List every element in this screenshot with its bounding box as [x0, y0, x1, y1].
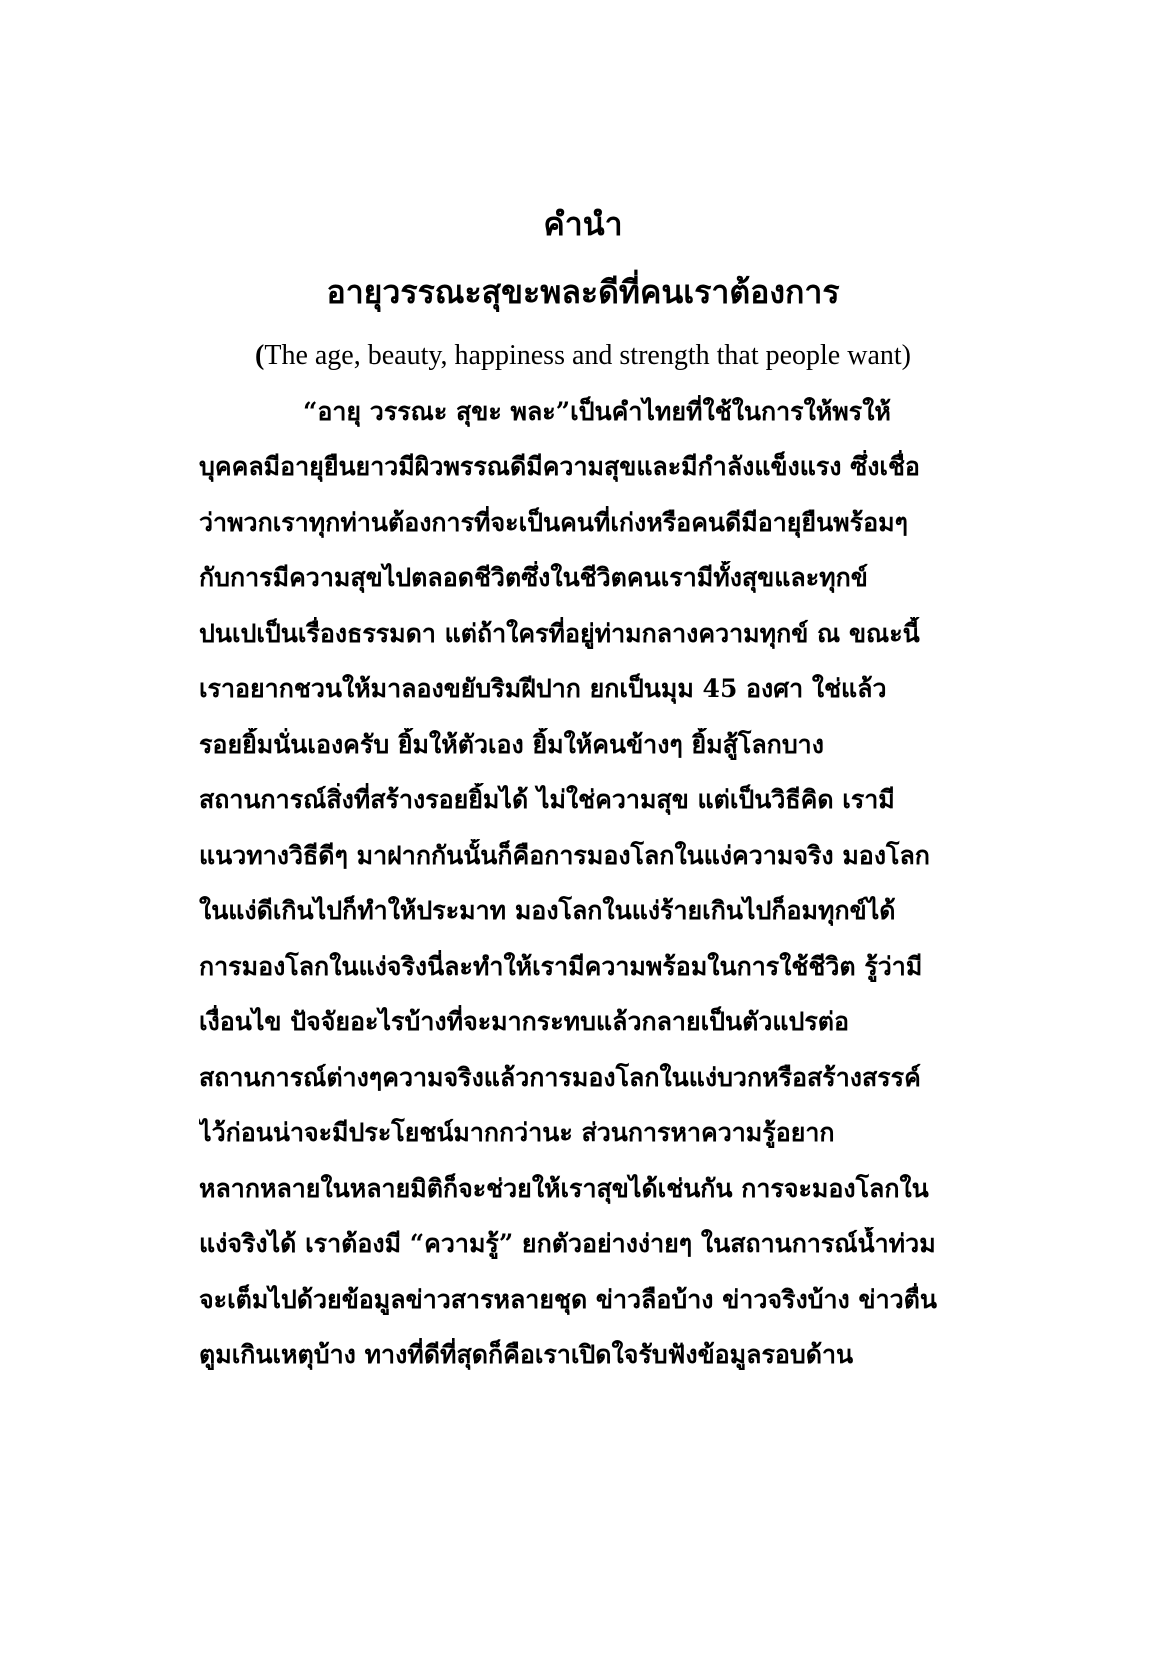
page-title: อายุวรรณะสุขะพละดีที่คนเราต้องการ [326, 273, 840, 311]
paragraph-line-4: กับการมีความสุขไปตลอดชีวิตซึ่งในชีวิตคนเรามีทั้งสุขและทุกข์ [199, 563, 868, 592]
paragraph-line-5: ปนเปเป็นเรื่องธรรมดา แต่ถ้าใครที่อยู่ท่ามกลางความทุกข์ ณ ขณะนี้ [199, 619, 920, 648]
paragraph-line-15: หลากหลายในหลายมิติก็จะช่วยให้เราสุขได้เช่นกัน การจะมองโลกใน [199, 1174, 929, 1203]
paragraph-line-3: ว่าพวกเราทุกท่านต้องการที่จะเป็นคนที่เก่งหรือคนดีมีอายุยืนพร้อมๆ [199, 508, 908, 537]
paragraph-line-18: ตูมเกินเหตุบ้าง ทางที่ดีที่สุดก็คือเราเปิดใจรับฟังข้อมูลรอบด้าน [199, 1340, 854, 1369]
paragraph-line-12: เงื่อนไข ปัจจัยอะไรบ้างที่จะมากระทบแล้วกลายเป็นตัวแปรต่อ [199, 1007, 850, 1036]
paragraph-line-1: “อายุ วรรณะ สุขะ พละ”เป็นคำไทยที่ใช้ในการให้พรให้ [303, 397, 891, 426]
paragraph-line-6: เราอยากชวนให้มาลองขยับริมฝีปาก ยกเป็นมุม 45 องศา ใช่แล้ว [199, 674, 887, 703]
subtitle-text: The age, beauty, happiness and strength that people want) [264, 340, 911, 371]
paragraph-line-17: จะเต็มไปด้วยข้อมูลข่าวสารหลายชุด ข่าวลือบ้าง ข่าวจริงบ้าง ข่าวตื่น [199, 1285, 937, 1314]
paragraph-line-7: รอยยิ้มนั่นเองครับ ยิ้มให้ตัวเอง ยิ้มให้คนข้างๆ ยิ้มสู้โลกบาง [199, 730, 824, 759]
paragraph-line-13: สถานการณ์ต่างๆความจริงแล้วการมองโลกในแง่บวกหรือสร้างสรรค์ [199, 1063, 921, 1092]
preface-heading: คำนำ [543, 205, 623, 243]
paragraph-line-8: สถานการณ์สิ่งที่สร้างรอยยิ้มได้ ไม่ใช่ความสุข แต่เป็นวิธีคิด เรามี [199, 785, 895, 814]
paragraph-line-14: ไว้ก่อนน่าจะมีประโยชน์มากกว่านะ ส่วนการหาความรู้อยาก [199, 1118, 835, 1147]
paragraph-line-11: การมองโลกในแง่จริงนี่ละทำให้เรามีความพร้อมในการใช้ชีวิต รู้ว่ามี [199, 952, 923, 981]
paragraph-line-9: แนวทางวิธีดีๆ มาฝากกันนั้นก็คือการมองโลกในแง่ความจริง มองโลก [199, 841, 930, 870]
paragraph-line-10: ในแง่ดีเกินไปก็ทำให้ประมาท มองโลกในแง่ร้ายเกินไปก็อมทุกข์ได้ [199, 896, 896, 925]
subtitle-open-paren: ( [255, 340, 265, 371]
paragraph-line-16: แง่จริงได้ เราต้องมี “ความรู้” ยกตัวอย่างง่ายๆ ในสถานการณ์น้ำท่วม [199, 1229, 936, 1258]
english-subtitle [0, 338, 1166, 374]
paragraph-line-2: บุคคลมีอายุยืนยาวมีผิวพรรณดีมีความสุขและมีกำลังแข็งแรง ซึ่งเชื่อ [199, 452, 920, 481]
